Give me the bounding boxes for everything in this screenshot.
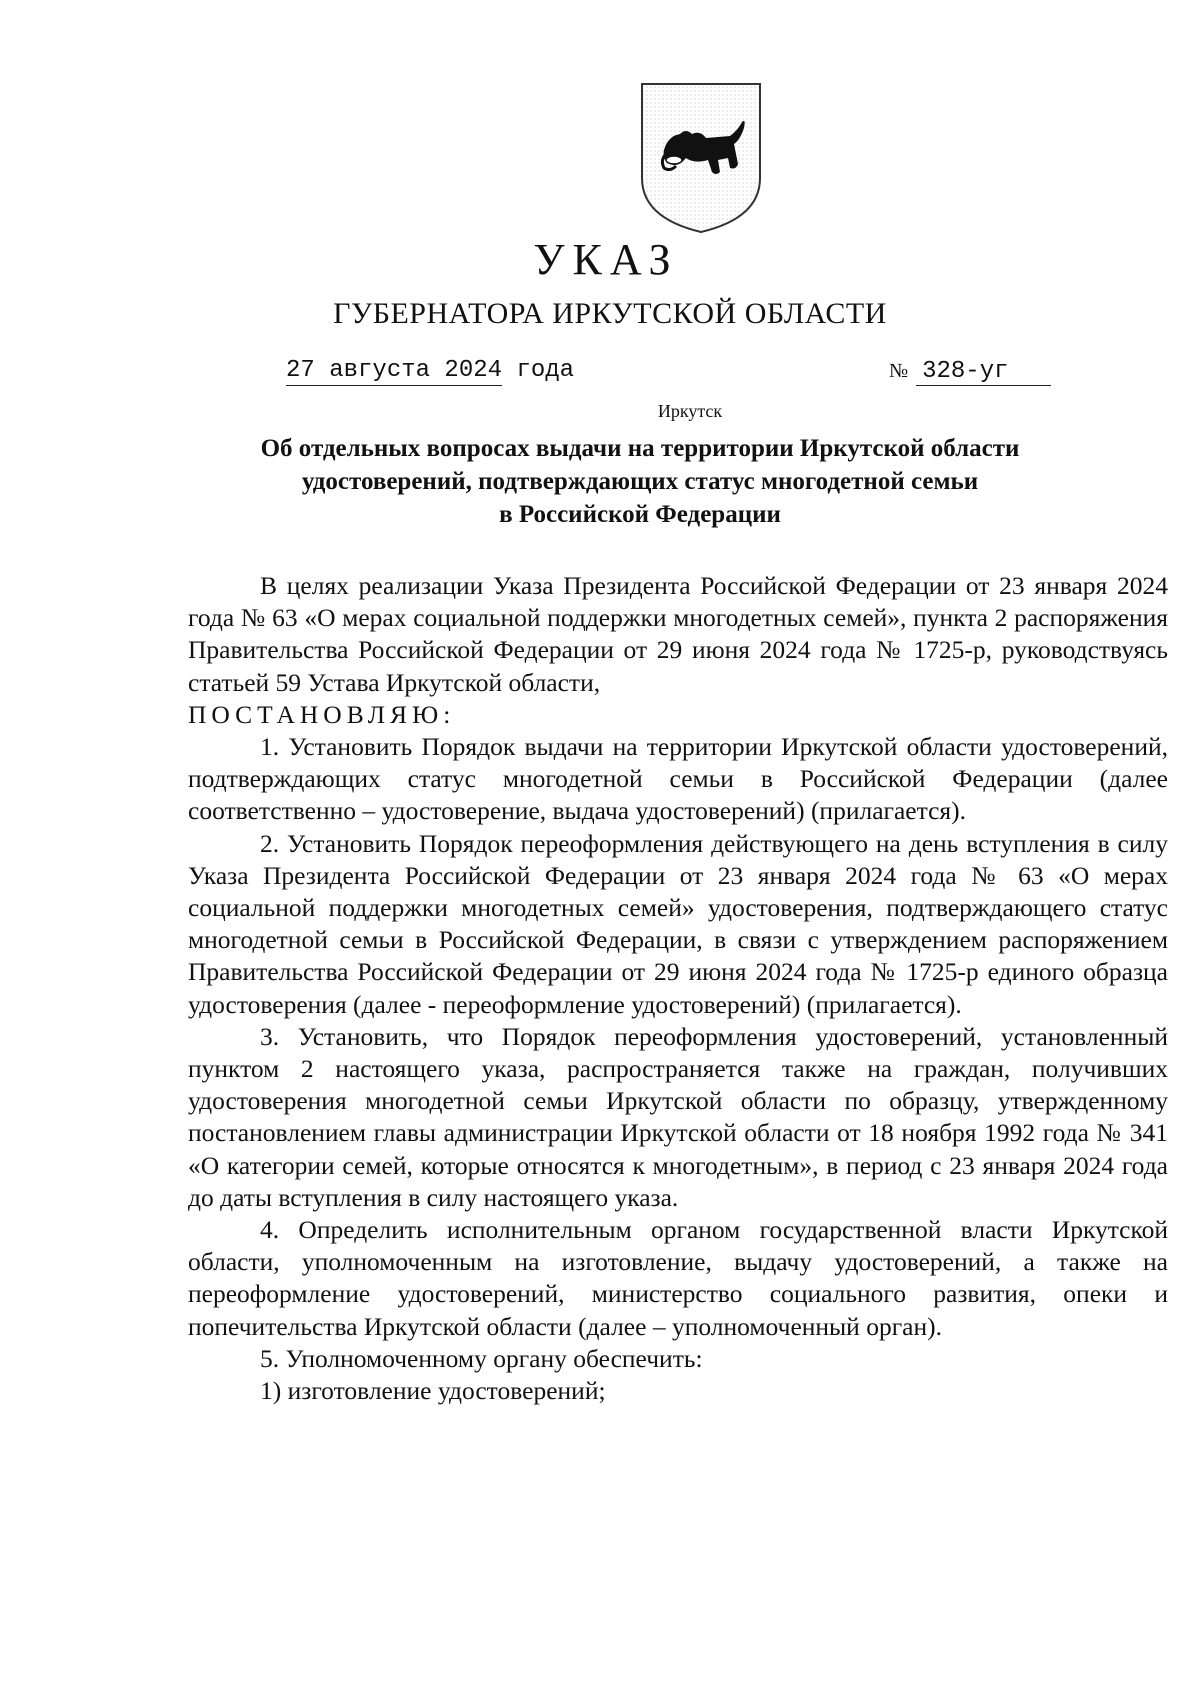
number-sign: № [889, 360, 909, 382]
decree-number-value: 328-уг [916, 358, 1050, 386]
heading-line: Об отдельных вопросах выдачи на территории Иркутской области [260, 435, 1020, 462]
item-paragraph-4: 4. Определить исполнительным органом государственной власти Иркутской области, уполномоченным на изготовление, выдачу удостоверений, а также на переоформление удостоверений, министерство социального развития, опеки и попечительства Иркутской области (далее – уполномоченный орган). [188, 1215, 1168, 1341]
decree-title: УКАЗ [533, 235, 679, 284]
coat-of-arms-icon [634, 78, 768, 236]
decree-heading [200, 432, 1080, 531]
decree-city: Иркутск [657, 401, 723, 421]
subitem-paragraph-1: 1) изготовление удостоверений; [260, 1376, 606, 1406]
heading-line: удостоверений, подтверждающих статус многодетной семьи [301, 468, 979, 495]
decree-date [286, 355, 574, 387]
decree-date-value: 27 августа 2024 [286, 357, 503, 384]
item-paragraph-5: 5. Уполномоченному органу обеспечить: [260, 1343, 703, 1373]
resolve-word: ПОСТАНОВЛЯЮ: [188, 699, 456, 729]
item-paragraph-3: 3. Установить, что Порядок переоформления удостоверений, установленный пунктом 2 настоящего указа, распространяется также на граждан, получивших удостоверения многодетной семьи Иркутской области по образцу, утвержденному постановлением главы администрации Иркутской области от 18 ноября 1992 года № 341 «О категории семей, которые относятся к многодетным», в период с 23 января 2024 года до даты вступления в силу настоящего указа. [188, 1021, 1168, 1212]
decree-subtitle: ГУБЕРНАТОРА ИРКУТСКОЙ ОБЛАСТИ [333, 297, 887, 330]
preamble-paragraph: В целях реализации Указа Президента Российской Федерации от 23 января 2024 года № 63 «О мерах социальной поддержки многодетных семей», пункта 2 распоряжения Правительства Российской Федерации от 29 июня 2024 года № 1725-р, руководствуясь статьей 59 Устава Иркутской области, [188, 571, 1168, 697]
coat-of-arms [634, 78, 768, 236]
item-paragraph-1: 1. Установить Порядок выдачи на территории Иркутской области удостоверений, подтверждающих статус многодетной семьи в Российской Федерации (далее соответственно – удостоверение, выдача удостоверений) (прилагается). [188, 732, 1168, 826]
decree-date-suffix: года [502, 357, 575, 384]
heading-line: в Российской Федерации [499, 501, 781, 528]
decree-body [188, 570, 1168, 1407]
decree-number [889, 355, 1051, 387]
item-paragraph-2: 2. Установить Порядок переоформления действующего на день вступления в силу Указа Президента Российской Федерации от 23 января 2024 года № 63 «О мерах социальной поддержки многодетных семей» удостоверения, подтверждающего статус многодетной семьи в Российской Федерации, в связи с утверждением распоряжением Правительства Российской Федерации от 29 июня 2024 года № 1725-р единого образца удостоверения (далее - переоформление удостоверений) (прилагается). [188, 828, 1168, 1019]
